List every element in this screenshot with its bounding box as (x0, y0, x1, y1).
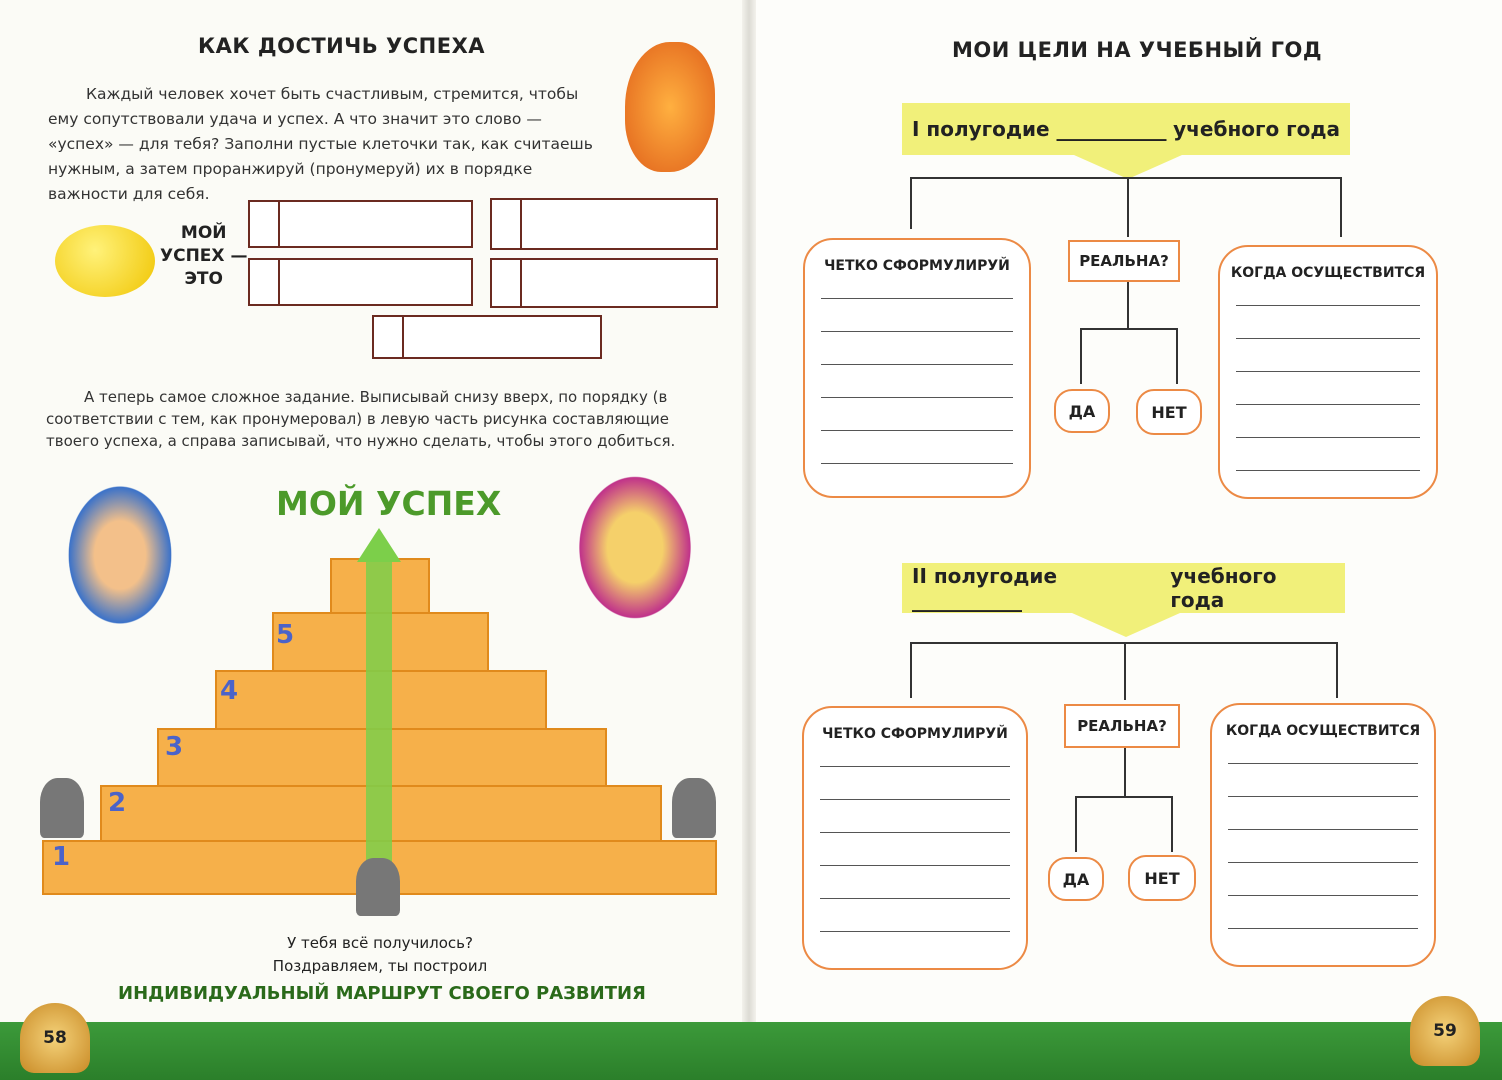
connector (1124, 748, 1126, 796)
when-box-2[interactable] (1210, 703, 1436, 967)
success-box-5[interactable] (372, 315, 602, 359)
banner-right-text: учебного года (1170, 564, 1277, 612)
banner-right-text: учебного года (1173, 117, 1340, 141)
when-label: КОГДА ОСУЩЕСТВИТСЯ (1230, 265, 1426, 281)
no-option-1[interactable] (1136, 389, 1202, 435)
step-number: 4 (220, 676, 239, 706)
yes-option-2[interactable] (1048, 857, 1104, 901)
connector (1336, 642, 1338, 698)
connector (1080, 328, 1082, 384)
formulate-box-2[interactable] (802, 706, 1028, 970)
grass-footer (0, 1022, 1502, 1080)
connector (1171, 796, 1173, 852)
staircase-title: МОЙ УСПЕХ (276, 484, 502, 523)
label-line: МОЙ (180, 223, 227, 243)
formulate-label: ЧЕТКО СФОРМУЛИРУЙ (824, 258, 1010, 274)
label-line: ЭТО (184, 269, 223, 289)
green-arrow-head-icon (357, 528, 401, 562)
connector (1075, 796, 1077, 852)
yes-label: ДА (1068, 401, 1096, 421)
formulate-label: ЧЕТКО СФОРМУЛИРУЙ (822, 726, 1008, 742)
when-label: КОГДА ОСУЩЕСТВИТСЯ (1225, 723, 1421, 739)
connector (1340, 177, 1342, 237)
page-number: 58 (43, 1028, 67, 1048)
step-number: 1 (52, 842, 71, 872)
banner-left-text: I полугодие ___________ (912, 117, 1167, 141)
banner-arrow-icon (1074, 155, 1182, 179)
banner-arrow-icon (1072, 613, 1180, 637)
no-label: НЕТ (1144, 868, 1180, 888)
banner-left-text: II полугодие ___________ (912, 564, 1058, 612)
left-page-title: КАК ДОСТИЧЬ УСПЕХА (198, 34, 486, 58)
success-box-4[interactable] (490, 258, 718, 308)
step-number: 5 (276, 620, 295, 650)
connector (1080, 328, 1178, 330)
closing-title: ИНДИВИДУАЛЬНЫЙ МАРШРУТ СВОЕГО РАЗВИТИЯ (118, 983, 646, 1004)
page-number: 59 (1433, 1021, 1457, 1041)
semester-banner-2 (902, 563, 1345, 613)
my-success-label (160, 222, 247, 291)
connector (1124, 642, 1126, 700)
figure-right (672, 778, 716, 838)
yes-option-1[interactable] (1054, 389, 1110, 433)
closing-line: У тебя всё получилось? (287, 934, 473, 952)
goldfish-illustration (625, 42, 715, 172)
girl-illustration (570, 465, 700, 630)
page-number-bell-left (20, 1003, 90, 1073)
green-arrow-shaft (366, 560, 392, 880)
semester-banner-1 (902, 103, 1350, 155)
realistic-label: РЕАЛЬНА? (1077, 717, 1167, 735)
realistic-label: РЕАЛЬНА? (1079, 252, 1169, 270)
connector (910, 177, 1342, 179)
no-label: НЕТ (1151, 402, 1187, 422)
when-box-1[interactable] (1218, 245, 1438, 499)
connector (1176, 328, 1178, 384)
figure-left (40, 778, 84, 838)
no-option-2[interactable] (1128, 855, 1196, 901)
connector (1127, 282, 1129, 328)
closing-line: Поздравляем, ты построил (272, 957, 488, 975)
success-box-3[interactable] (248, 258, 473, 306)
right-page-title: МОИ ЦЕЛИ НА УЧЕБНЫЙ ГОД (952, 38, 1323, 62)
book-gutter (742, 0, 756, 1080)
smiley-icon (55, 225, 155, 297)
closing-text (200, 932, 560, 978)
realistic-tag-1 (1068, 240, 1180, 282)
formulate-box-1[interactable] (803, 238, 1031, 498)
label-line: УСПЕХ — (160, 246, 248, 266)
step-number: 2 (108, 788, 127, 818)
task-paragraph: А теперь самое сложное задание. Выписывай снизу вверх, по порядку (в соответствии с тем, как пронумеровал) в левую часть рисунка составляющие твоего успеха, а справа записывай, что нужно сделать, чтобы этого добиться. (46, 388, 676, 450)
boy-illustration (60, 475, 180, 635)
connector (910, 642, 912, 698)
connector (1075, 796, 1173, 798)
connector (1127, 177, 1129, 237)
yes-label: ДА (1062, 869, 1090, 889)
success-box-1[interactable] (248, 200, 473, 248)
connector (910, 177, 912, 229)
realistic-tag-2 (1064, 704, 1180, 748)
page-number-bell-right (1410, 996, 1480, 1066)
success-box-2[interactable] (490, 198, 718, 250)
intro-paragraph: Каждый человек хочет быть счастливым, стремится, чтобы ему сопутствовали удача и успех. А что значит это слово — «успех» — для тебя? Заполни пустые клеточки так, как считаешь нужным, а затем проранжируй (пронумеруй) их в порядке важности для себя. (48, 85, 593, 203)
figure-bottom (356, 858, 400, 916)
step-number: 3 (165, 732, 184, 762)
